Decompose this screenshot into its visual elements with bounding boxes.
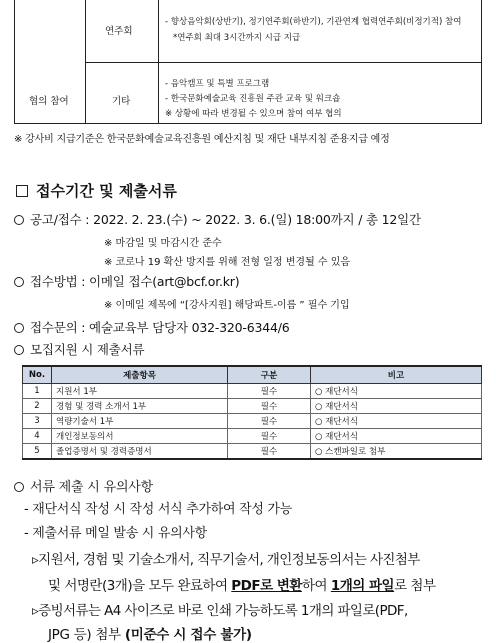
- cell-no: 2: [23, 399, 52, 414]
- cell-remark: ○ 재단서식: [311, 429, 482, 444]
- section-title: 접수기간 및 제출서류: [16, 180, 177, 201]
- table-row: [23, 414, 482, 429]
- circle-bullet-icon: [14, 345, 24, 355]
- fee-note: ※ 강사비 지급기준은 한국문화예술교육진흥원 예산지침 및 재단 내부지침 준용지급 예정: [14, 134, 390, 145]
- docs-heading: 모집지원 시 제출서류: [14, 340, 144, 358]
- row-desc-line: - 향상음악회(상반기), 정기연주회(하반기), 기관연계 협력연주회(비정기적) 참여: [165, 17, 462, 27]
- cell-no: 5: [23, 444, 52, 460]
- circle-bullet-icon: [14, 277, 24, 287]
- col-header: 비고: [311, 366, 482, 384]
- cell-type: 필수: [228, 444, 311, 460]
- cell-remark: ○ 스캔파일로 첨부: [311, 444, 482, 460]
- documents-table: [22, 365, 482, 460]
- row-desc-line: - 한국문화예술교육 진흥원 주관 교육 및 워크숍: [165, 94, 341, 104]
- cell-type: 필수: [228, 429, 311, 444]
- caution-item: - 재단서식 작성 시 작성 서식 추가하여 작성 가능: [24, 502, 292, 517]
- checkbox-icon: [16, 185, 28, 197]
- caution-subitem: ▹지원서, 경험 및 기술소개서, 직무기술서, 개인정보동의서는 사진첨부: [32, 552, 420, 568]
- warning-emphasis: (미준수 시 접수 불가): [124, 627, 252, 643]
- col-header: 제출항목: [52, 366, 228, 384]
- table-row: [23, 444, 482, 460]
- caution-subitem-cont: 및 서명란(3개)을 모두 완료하여 PDF로 변환하여 1개의 파일로 첨부: [48, 578, 436, 594]
- cell-remark: ○ 재단서식: [311, 414, 482, 429]
- cell-item: 역량기술서 1부: [52, 414, 228, 429]
- cell-item: 지원서 1부: [52, 384, 228, 399]
- cell-no: 3: [23, 414, 52, 429]
- caution-subitem-cont: JPG 등) 첨부 (미준수 시 접수 불가): [48, 627, 252, 643]
- circle-bullet-icon: [14, 323, 24, 333]
- col-header: No.: [23, 366, 52, 384]
- cell-type: 필수: [228, 399, 311, 414]
- cautions-heading: 서류 제출 시 유의사항: [14, 476, 153, 495]
- cell-type: 필수: [228, 384, 311, 399]
- period-note: ※ 코로나 19 확산 방지를 위해 전형 일정 변경될 수 있음: [104, 257, 351, 268]
- row-desc-line: *연주회 최대 3시간까지 시급 지급: [173, 33, 301, 43]
- pdf-emphasis: PDF로 변환: [231, 578, 302, 594]
- circle-bullet-icon: [14, 482, 24, 492]
- cell-remark: ○ 재단서식: [311, 384, 482, 399]
- cell-type: 필수: [228, 414, 311, 429]
- row-desc-line: - 음악캠프 및 특별 프로그램: [165, 79, 270, 89]
- one-file-emphasis: 1개의 파일: [330, 578, 395, 594]
- row-label-participation: 협의 참여: [29, 96, 69, 107]
- cell-item: 졸업증명서 및 경력증명서: [52, 444, 228, 460]
- method-line: 접수방법 : 이메일 접수(art@bcf.or.kr): [14, 272, 239, 290]
- cell-no: 4: [23, 429, 52, 444]
- cell-item: 경험 및 경력 소개서 1부: [52, 399, 228, 414]
- cell-remark: ○ 재단서식: [311, 399, 482, 414]
- period-line: 공고/접수 : 2022. 2. 23.(수) ~ 2022. 3. 6.(일) 18:00까지 / 총 12일간: [14, 210, 421, 228]
- cell-item: 개인정보동의서: [52, 429, 228, 444]
- row-desc-line: ※ 상황에 따라 변경될 수 있으며 참여 여부 협의: [165, 109, 342, 119]
- table-header-row: [23, 366, 482, 384]
- table-row: [23, 429, 482, 444]
- circle-bullet-icon: [14, 215, 24, 225]
- col-header: 구분: [228, 366, 311, 384]
- inquiry-line: 접수문의 : 예술교육부 담당자 032-320-6344/6: [14, 318, 290, 336]
- method-note: ※ 이메일 제목에 “[강사지원] 해당파트-이름 ” 필수 기입: [104, 300, 350, 311]
- table-row: [23, 399, 482, 414]
- period-note: ※ 마감일 및 마감시간 준수: [104, 238, 222, 249]
- row-label-etc: 기타: [112, 96, 131, 107]
- row-label-concert: 연주회: [105, 26, 133, 37]
- caution-item: - 제출서류 메일 발송 시 유의사항: [24, 526, 207, 541]
- table-divider: [85, 62, 481, 63]
- caution-subitem: ▹증빙서류는 A4 사이즈로 바로 인쇄 가능하도록 1개의 파일로(PDF,: [32, 603, 408, 619]
- duties-table: [14, 0, 482, 124]
- cell-no: 1: [23, 384, 52, 399]
- table-row: [23, 384, 482, 399]
